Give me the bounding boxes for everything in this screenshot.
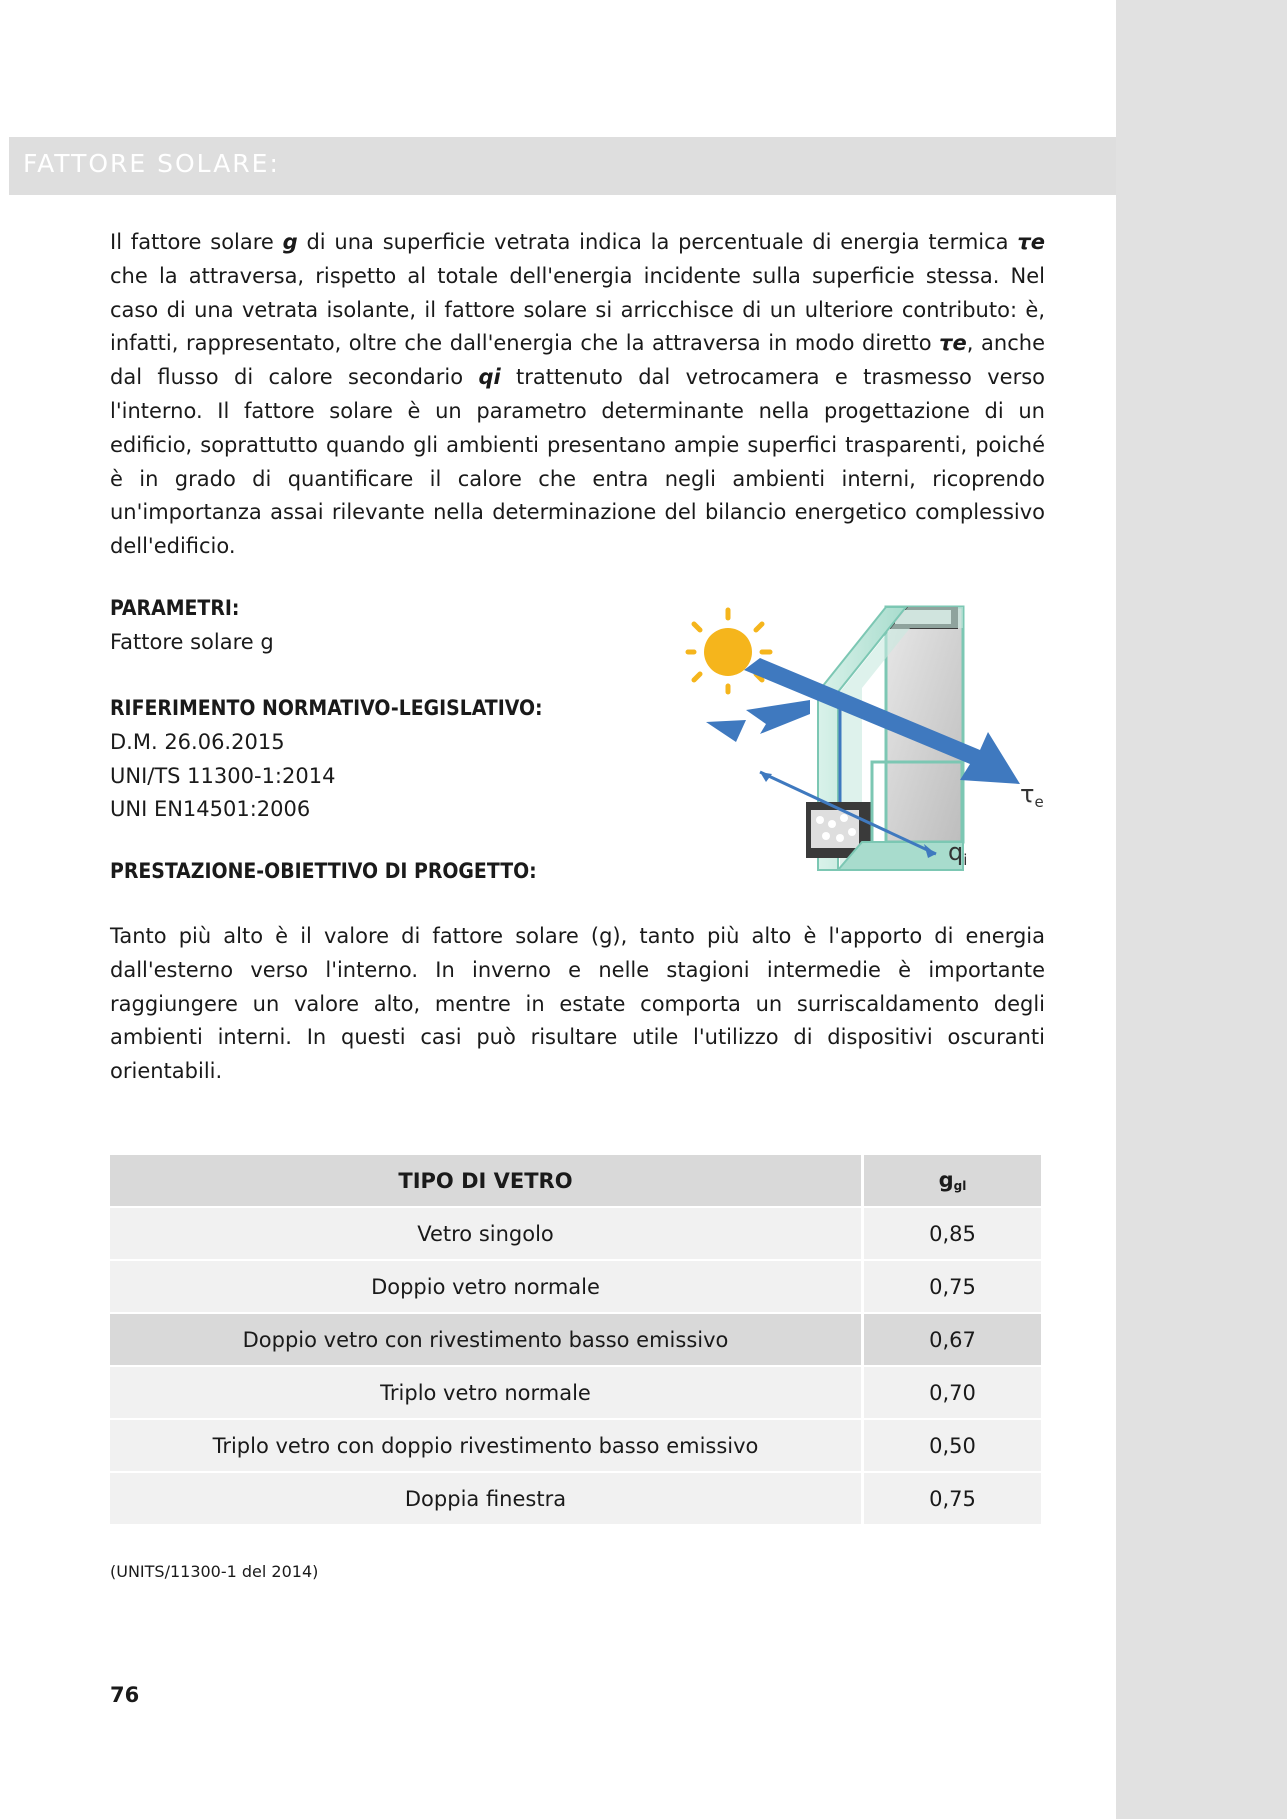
intro-paragraph — [110, 226, 1045, 564]
glass-type-cell: Doppio vetro normale — [110, 1261, 864, 1314]
intro-text-1: Il fattore solare — [110, 230, 283, 254]
glass-type-cell: Doppia finestra — [110, 1473, 864, 1526]
symbol-te: τe — [939, 331, 967, 356]
source-note: (UNITS/11300-1 del 2014) — [110, 1562, 319, 1581]
side-margin-strip — [1116, 0, 1287, 1819]
intro-text-4: , anche dal flusso di calore secondario — [110, 331, 1045, 390]
normative-item: UNI EN14501:2006 — [110, 797, 311, 822]
section-header-bar — [9, 137, 1116, 195]
symbol-g: g — [282, 230, 298, 254]
column-header-g: ggl — [864, 1155, 1041, 1208]
symbol-qi: qi — [478, 365, 501, 390]
table-row — [110, 1314, 1041, 1367]
parameters-block — [110, 592, 274, 660]
intro-text-3: che la attraversa, rispetto al totale dell'energia incidente sulla superficie stessa. Nel caso di una vetrata isolante, il fattore solare si arricchisce di un ulteriore contributo: è, infatti, rappresentato, oltre che dall'energia che la attraversa in modo diretto — [110, 263, 1045, 356]
table-row — [110, 1420, 1041, 1473]
table-row — [110, 1208, 1041, 1261]
qi-label: $q_i$ — [948, 838, 968, 869]
intro-text-2: di una superficie vetrata indica la percentuale di energia termica — [297, 230, 1018, 254]
goal-heading: PRESTAZIONE-OBIETTIVO DI PROGETTO: — [110, 859, 537, 883]
goal-paragraph: Tanto più alto è il valore di fattore solare (g), tanto più alto è l'apporto di energia dall'esterno verso l'interno. In inverno e nelle stagioni intermedie è importante raggiungere un valore alto, mentre in estate comporta un surriscaldamento degli ambienti interni. In questi casi può risultare utile l'utilizzo di dispositivi oscuranti orientabili. — [110, 924, 1045, 1084]
reflected-arrowhead — [706, 720, 746, 742]
reflected-arrow — [746, 700, 810, 734]
te-label: $\tau_e$ — [1020, 780, 1044, 811]
table-row — [110, 1473, 1041, 1526]
normative-item: UNI/TS 11300-1:2014 — [110, 763, 336, 788]
solar-factor-diagram — [680, 592, 1045, 882]
section-title: FATTORE SOLARE: — [23, 149, 280, 178]
intro-text-5: trattenuto dal vetrocamera e trasmesso verso l'interno. Il fattore solare è un parametro determinante nella progettazione di un edificio, soprattutto quando gli ambienti presentano ampie superfici trasparenti, poiché è in grado di quantificare il calore che entra negli ambienti interni, ricoprendo un'importanza assai rilevante nella determinazione del bilancio energetico complessivo dell'edificio. — [110, 365, 1045, 559]
normative-block — [110, 692, 543, 827]
table-header-row — [110, 1155, 1041, 1208]
g-value-cell: 0,85 — [864, 1208, 1041, 1261]
g-value-cell: 0,75 — [864, 1473, 1041, 1526]
g-value-cell: 0,50 — [864, 1420, 1041, 1473]
column-header-type: TIPO DI VETRO — [110, 1155, 864, 1208]
g-value-cell: 0,67 — [864, 1314, 1041, 1367]
table-row — [110, 1261, 1041, 1314]
table-row — [110, 1367, 1041, 1420]
parameters-value: Fattore solare g — [110, 629, 274, 654]
g-value-cell: 0,75 — [864, 1261, 1041, 1314]
page-number: 76 — [110, 1683, 140, 1707]
sun-icon — [688, 610, 770, 692]
glass-type-cell: Doppio vetro con rivestimento basso emissivo — [110, 1314, 864, 1367]
parameters-heading: PARAMETRI: — [110, 596, 240, 620]
goal-block — [110, 855, 537, 889]
glass-type-table — [110, 1155, 1041, 1526]
symbol-te: τe — [1017, 230, 1045, 254]
glass-type-cell: Triplo vetro con doppio rivestimento basso emissivo — [110, 1420, 864, 1473]
normative-item: D.M. 26.06.2015 — [110, 729, 285, 754]
glass-type-cell: Vetro singolo — [110, 1208, 864, 1261]
normative-heading: RIFERIMENTO NORMATIVO-LEGISLATIVO: — [110, 696, 543, 720]
g-value-cell: 0,70 — [864, 1367, 1041, 1420]
glass-type-cell: Triplo vetro normale — [110, 1367, 864, 1420]
